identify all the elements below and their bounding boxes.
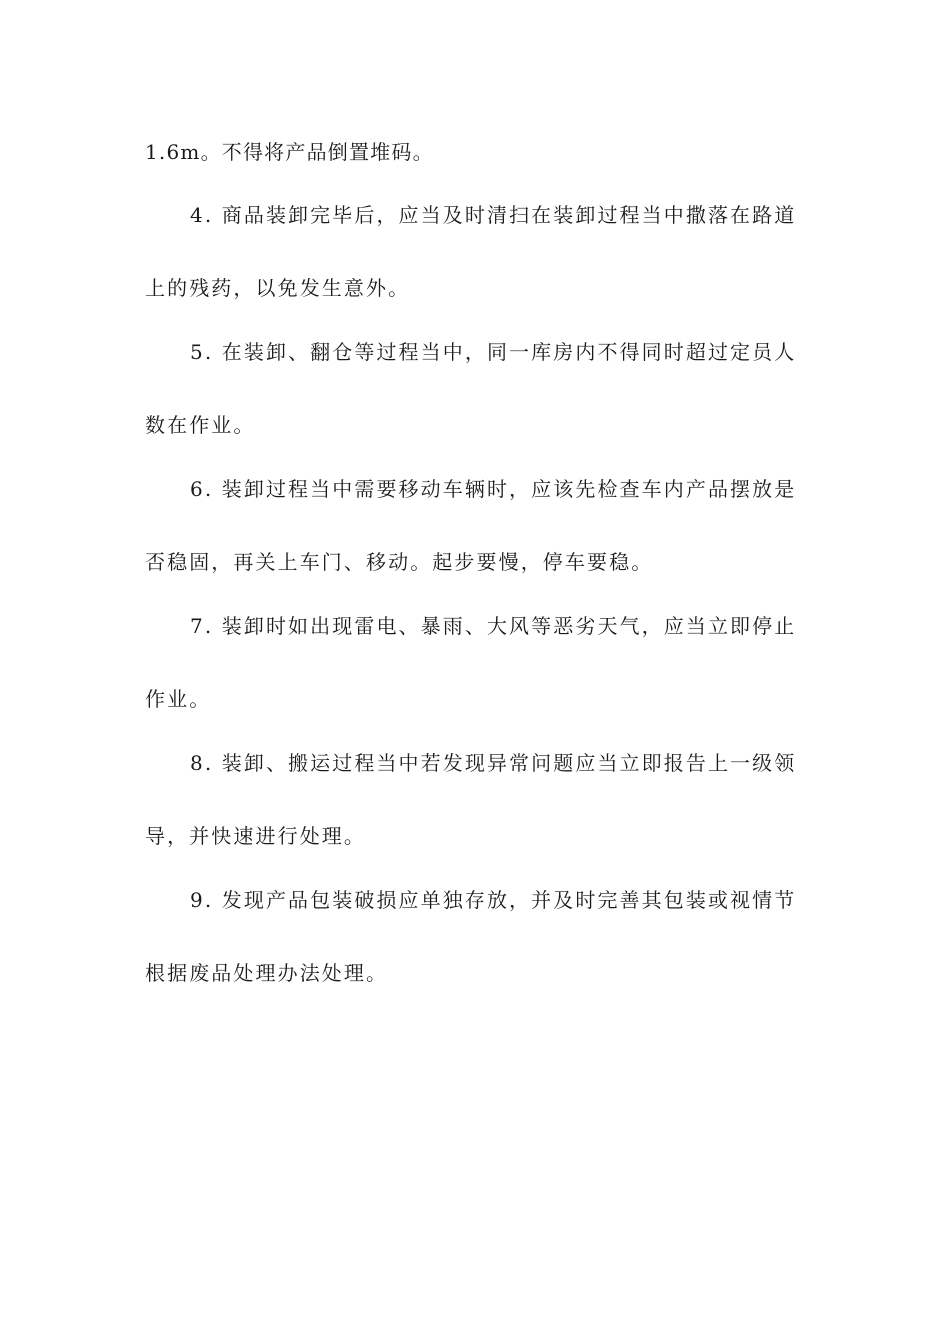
item-6-line-1: 6. 装卸过程当中需要移动车辆时，应该先检查车内产品摆放是 xyxy=(190,477,797,501)
item-5-line-2: 数在作业。 xyxy=(145,413,256,437)
item-9-line-1: 9. 发现产品包装破损应单独存放，并及时完善其包装或视情节 xyxy=(190,888,797,912)
item-9-line-2: 根据废品处理办法处理。 xyxy=(145,961,389,985)
item-6-line-2: 否稳固，再关上车门、移动。起步要慢，停车要稳。 xyxy=(145,550,654,574)
item-4-line-1: 4. 商品装卸完毕后，应当及时清扫在装卸过程当中撒落在路道 xyxy=(190,203,797,227)
item-4-line-2: 上的残药，以免发生意外。 xyxy=(145,276,411,300)
item-8-line-2: 导，并快速进行处理。 xyxy=(145,824,366,848)
item-5-line-1: 5. 在装卸、翻仓等过程当中，同一库房内不得同时超过定员人 xyxy=(190,340,797,364)
item-7-line-1: 7. 装卸时如出现雷电、暴雨、大风等恶劣天气，应当立即停止 xyxy=(190,614,797,638)
item-8-line-1: 8. 装卸、搬运过程当中若发现异常问题应当立即报告上一级领 xyxy=(190,751,797,775)
item-7-line-2: 作业。 xyxy=(145,687,212,711)
text-line-continuation: 1.6m。不得将产品倒置堆码。 xyxy=(145,140,434,164)
